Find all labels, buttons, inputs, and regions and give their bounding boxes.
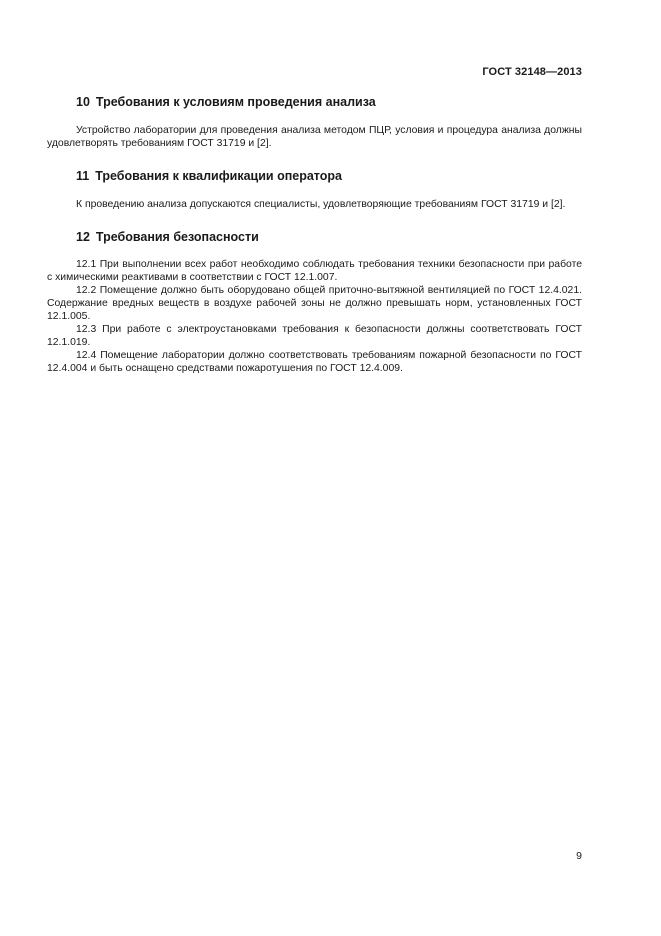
section-12 (47, 229, 582, 375)
section-11 (47, 168, 582, 211)
document-body (47, 94, 582, 375)
section-number: 11 (76, 169, 90, 183)
section-title: Требования к квалификации оператора (95, 169, 342, 183)
paragraph-12-2: 12.2 Помещение должно быть оборудовано общей приточно-вытяжной вентиляцией по ГОСТ 12.4.021. Содержание вредных веществ в воздухе рабочей зоны не должно превышать норм, установленных ГОСТ 12.1.005. (47, 285, 582, 322)
paragraph-12-4: 12.4 Помещение лаборатории должно соответствовать требованиям пожарной безопасности по ГОСТ 12.4.004 и быть оснащено средствами пожаротушения по ГОСТ 12.4.009. (47, 350, 582, 374)
document-code: ГОСТ 32148—2013 (482, 66, 582, 78)
section-10 (47, 94, 582, 150)
section-number: 10 (76, 95, 90, 109)
section-heading (47, 229, 582, 245)
section-number: 12 (76, 230, 90, 244)
paragraph-12-1: 12.1 При выполнении всех работ необходимо соблюдать требования техники безопасности при работе с химическими реактивами в соответствии с ГОСТ 12.1.007. (47, 259, 582, 283)
section-title: Требования безопасности (95, 230, 259, 244)
section-heading (47, 168, 582, 184)
paragraph: Устройство лаборатории для проведения анализа методом ПЦР, условия и процедура анализа должны удовлетворять требованиям ГОСТ 31719 и [2]. (47, 125, 582, 149)
page-number: 9 (576, 850, 582, 862)
section-heading (47, 94, 582, 110)
section-title: Требования к условиям проведения анализа (95, 95, 376, 109)
paragraph: К проведению анализа допускаются специалисты, удовлетворяющие требованиям ГОСТ 31719 и [2]. (76, 199, 566, 210)
paragraph-12-3: 12.3 При работе с электроустановками требования к безопасности должны соответствовать ГОСТ 12.1.019. (47, 324, 582, 348)
